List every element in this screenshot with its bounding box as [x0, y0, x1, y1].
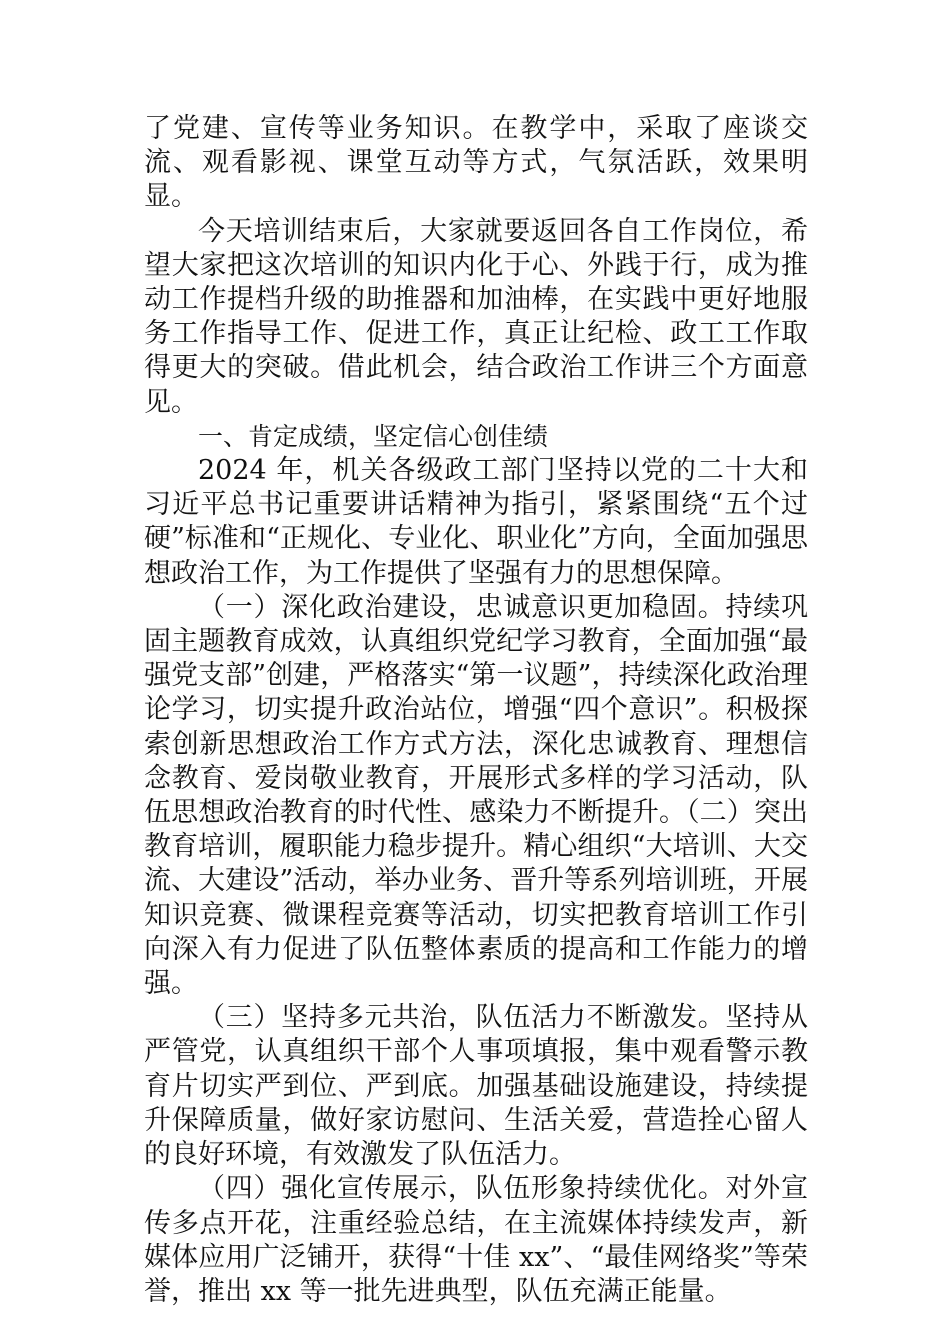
document-body	[144, 112, 808, 1309]
section-heading-1: 一、肯定成绩，坚定信心创佳绩	[198, 421, 549, 451]
paragraph-item-1-2: （一）深化政治建设，忠诚意识更加稳固。持续巩固主题教育成效，认真组织党纪学习教育，全面加强“最强党支部”创建，严格落实“第一议题”，持续深化政治理论学习，切实提升政治站位，增强“四个意识”。积极探索创新思想政治工作方式方法，深化忠诚教育、理想信念教育、爱岗敬业教育，开展形式多样的学习活动，队伍思想政治教育的时代性、感染力不断提升。（二）突出教育培训，履职能力稳步提升。精心组织“大培训、大交流、大建设”活动，举办业务、晋升等系列培训班，开展知识竞赛、微课程竞赛等活动，切实把教育培训工作引向深入有力促进了队伍整体素质的提高和工作能力的增强。	[144, 591, 808, 1000]
paragraph-2024-summary: 2024 年，机关各级政工部门坚持以党的二十大和习近平总书记重要讲话精神为指引，紧紧围绕“五个过硬”标准和“正规化、专业化、职业化”方向，全面加强思想政治工作，为工作提供了坚强有力的思想保障。	[144, 455, 808, 589]
paragraph-intro-continuation: 了党建、宣传等业务知识。在教学中，采取了座谈交流、观看影视、课堂互动等方式，气氛活跃，效果明显。	[144, 113, 808, 213]
paragraph-training-hope: 今天培训结束后，大家就要返回各自工作岗位，希望大家把这次培训的知识内化于心、外践于行，成为推动工作提档升级的助推器和加油棒，在实践中更好地服务工作指导工作、促进工作，真正让纪检、政工工作取得更大的突破。借此机会，结合政治工作讲三个方面意见。	[144, 215, 808, 418]
paragraph-item-4: （四）强化宣传展示，队伍形象持续优化。对外宣传多点开花，注重经验总结，在主流媒体持续发声，新媒体应用广泛铺开，获得“十佳 xx”、“最佳网络奖”等荣誉，推出 xx 等一批先进典型，队伍充满正能量。	[144, 1173, 808, 1307]
paragraph-item-3: （三）坚持多元共治，队伍活力不断激发。坚持从严管党，认真组织干部个人事项填报，集中观看警示教育片切实严到位、严到底。加强基础设施建设，持续提升保障质量，做好家访慰问、生活关爱，营造拴心留人的良好环境，有效激发了队伍活力。	[144, 1002, 808, 1171]
